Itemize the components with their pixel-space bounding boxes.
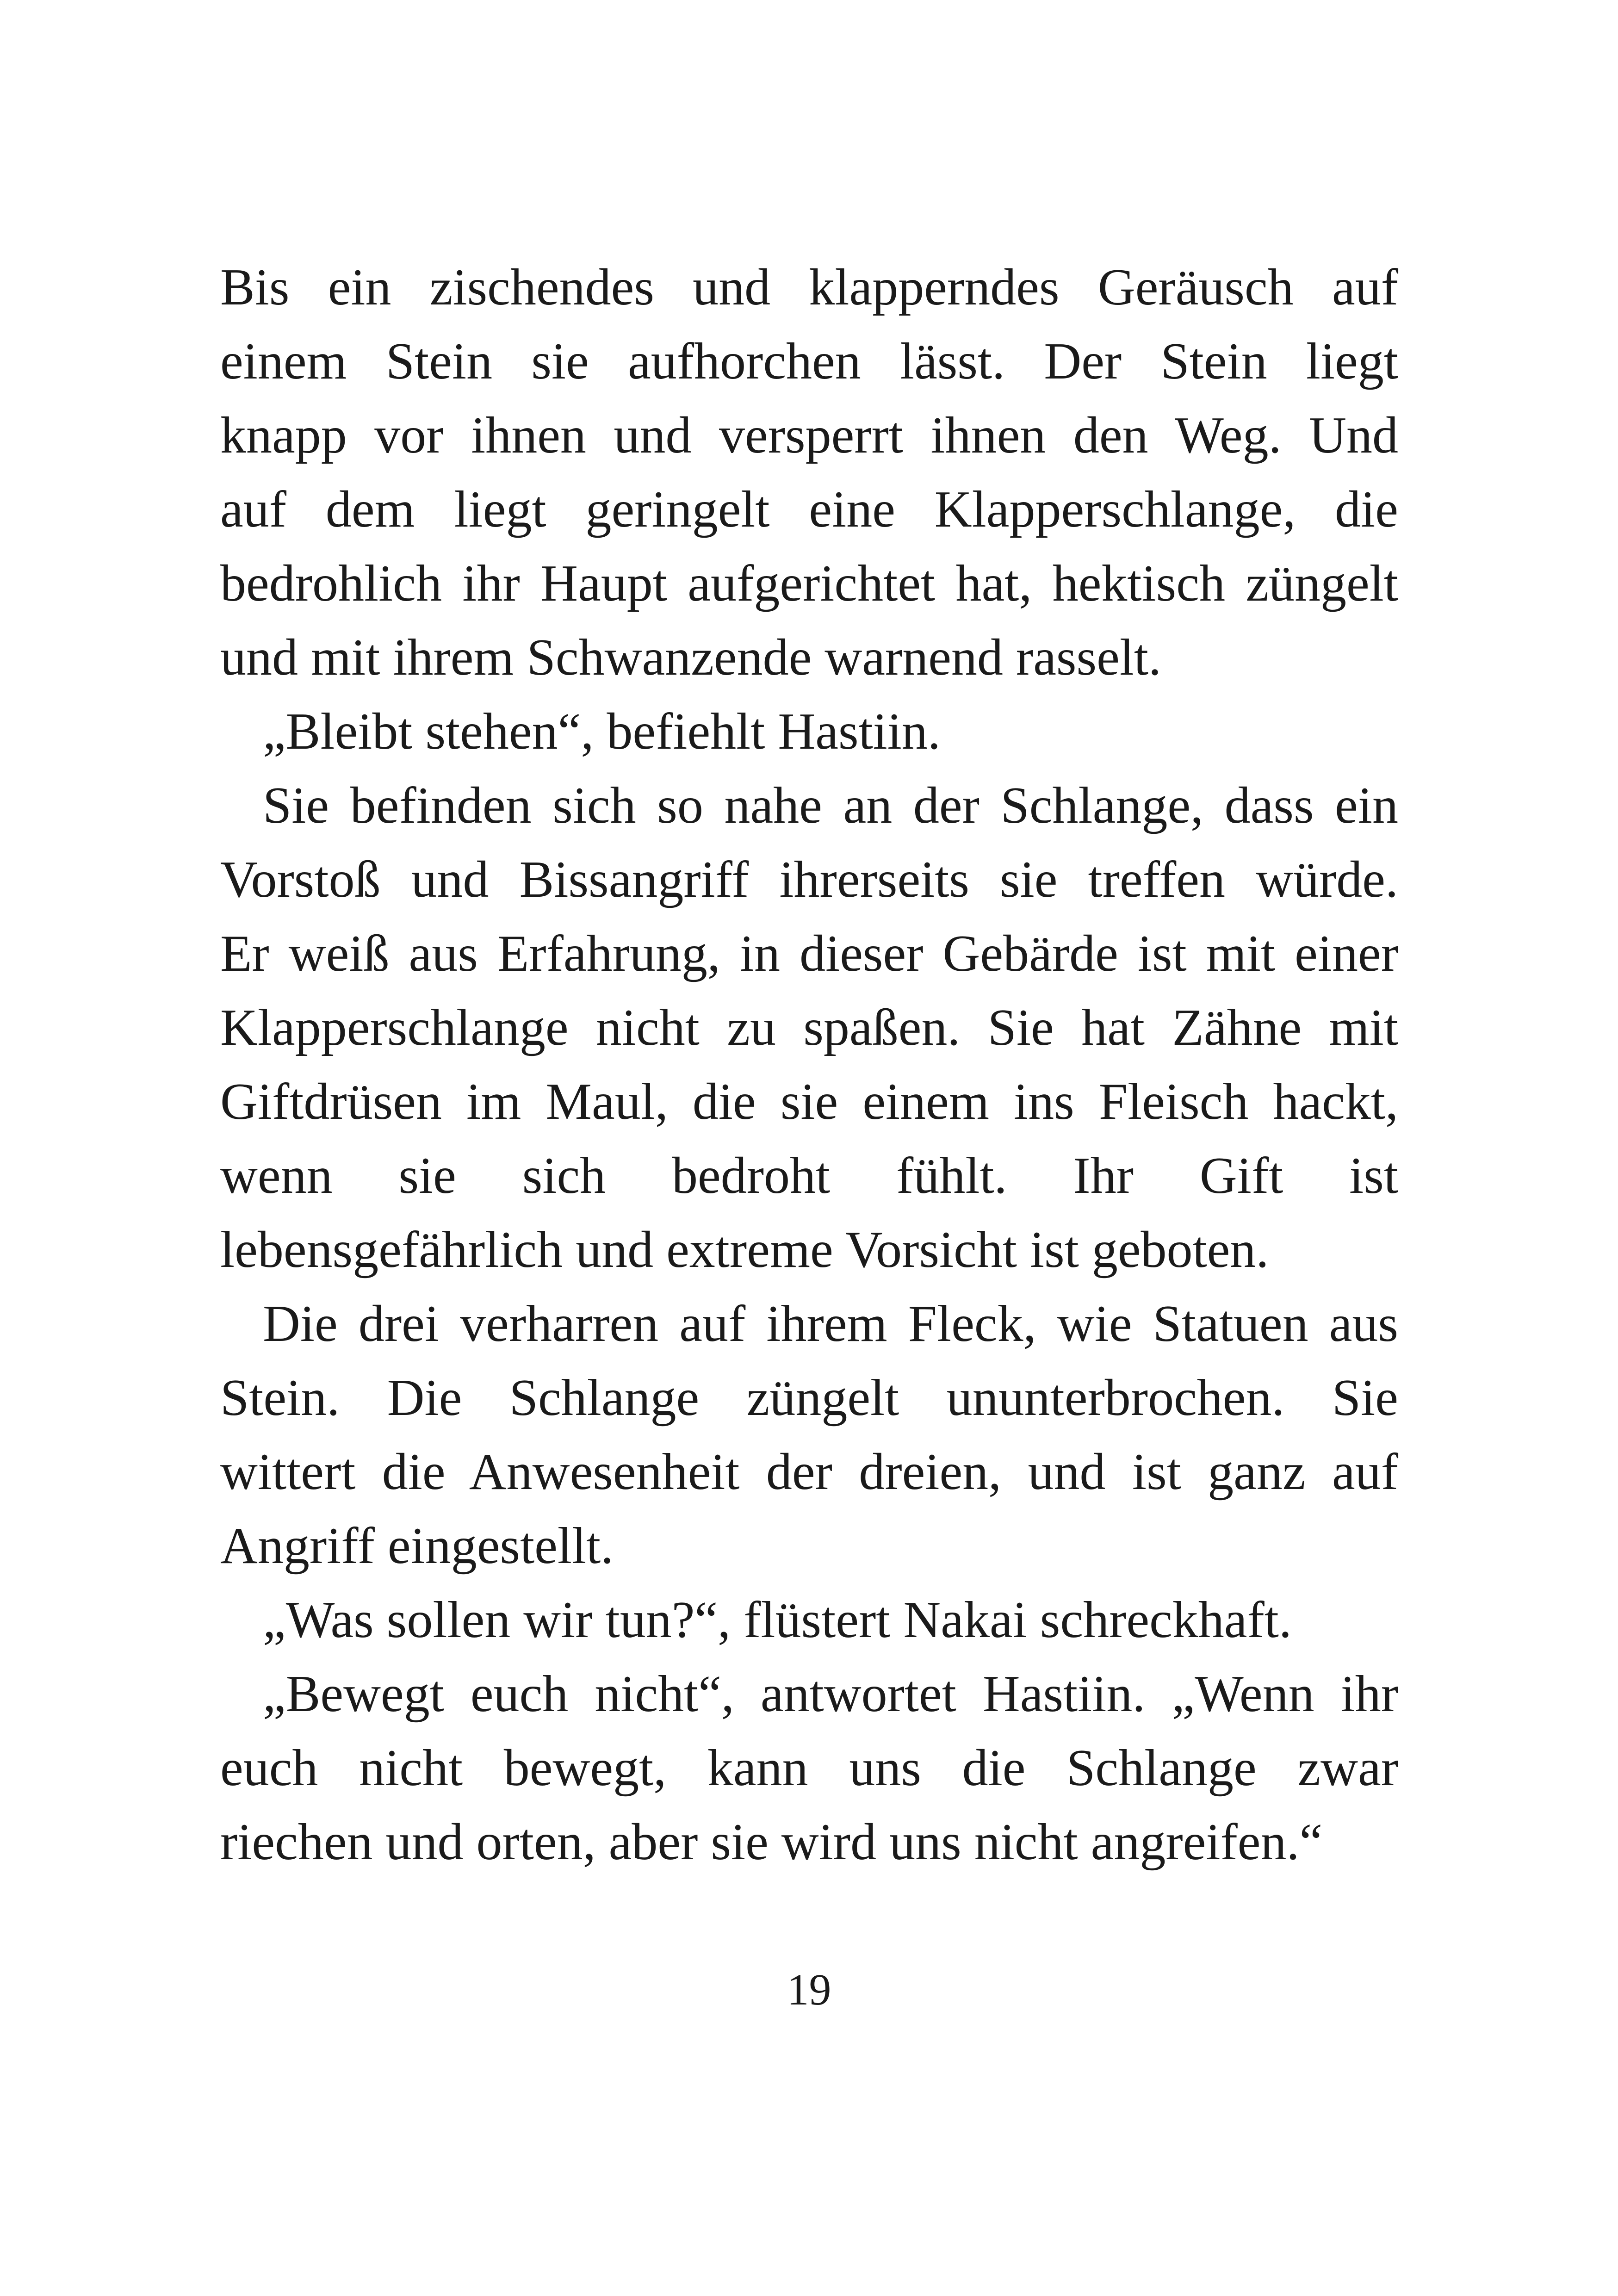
text-line: wenn sie sich bedroht fühlt. Ihr Gift ist [220,1147,1398,1204]
paragraph [220,695,1398,769]
text-line: euch nicht bewegt, kann uns die Schlange zwar [220,1739,1398,1797]
text-line: „Was sollen wir tun?“, flüstert Nakai schreckhaft. [263,1591,1292,1649]
body-text [220,250,1398,1879]
text-line: Giftdrüsen im Maul, die sie einem ins Fleisch hackt, [220,1073,1398,1130]
text-line: Vorstoß und Bissangriff ihrerseits sie treffen würde. [220,851,1398,908]
text-line: Sie befinden sich so nahe an der Schlange, dass ein [263,777,1398,834]
text-line: bedrohlich ihr Haupt aufgerichtet hat, hektisch züngelt [220,555,1398,612]
text-line: lebensgefährlich und extreme Vorsicht ist geboten. [220,1221,1269,1278]
text-line: Stein. Die Schlange züngelt ununterbrochen. Sie [220,1369,1398,1427]
page-number: 19 [787,1965,831,2014]
text-line: wittert die Anwesenheit der dreien, und ist ganz auf [220,1443,1398,1501]
paragraph [220,250,1398,695]
text-line: Die drei verharren auf ihrem Fleck, wie Statuen aus [263,1295,1398,1353]
paragraph [220,1657,1398,1879]
text-line: Bis ein zischendes und klapperndes Geräusch auf [220,259,1398,316]
text-line: knapp vor ihnen und versperrt ihnen den Weg. Und [220,407,1398,464]
text-line: Klapperschlange nicht zu spaßen. Sie hat Zähne mit [220,999,1398,1056]
paragraph [220,1287,1398,1583]
paragraph [220,1583,1398,1657]
text-line: Er weiß aus Erfahrung, in dieser Gebärde ist mit einer [220,925,1398,982]
text-line: einem Stein sie aufhorchen lässt. Der Stein liegt [220,333,1398,390]
text-line: „Bleibt stehen“, befiehlt Hastiin. [263,703,941,760]
text-line: auf dem liegt geringelt eine Klapperschlange, die [220,481,1398,538]
text-line: riechen und orten, aber sie wird uns nicht angreifen.“ [220,1813,1323,1871]
paragraph [220,769,1398,1287]
text-line: „Bewegt euch nicht“, antwortet Hastiin. „Wenn ihr [263,1665,1398,1723]
text-line: Angriff eingestellt. [220,1517,614,1575]
text-line: und mit ihrem Schwanzende warnend rasselt. [220,629,1162,686]
